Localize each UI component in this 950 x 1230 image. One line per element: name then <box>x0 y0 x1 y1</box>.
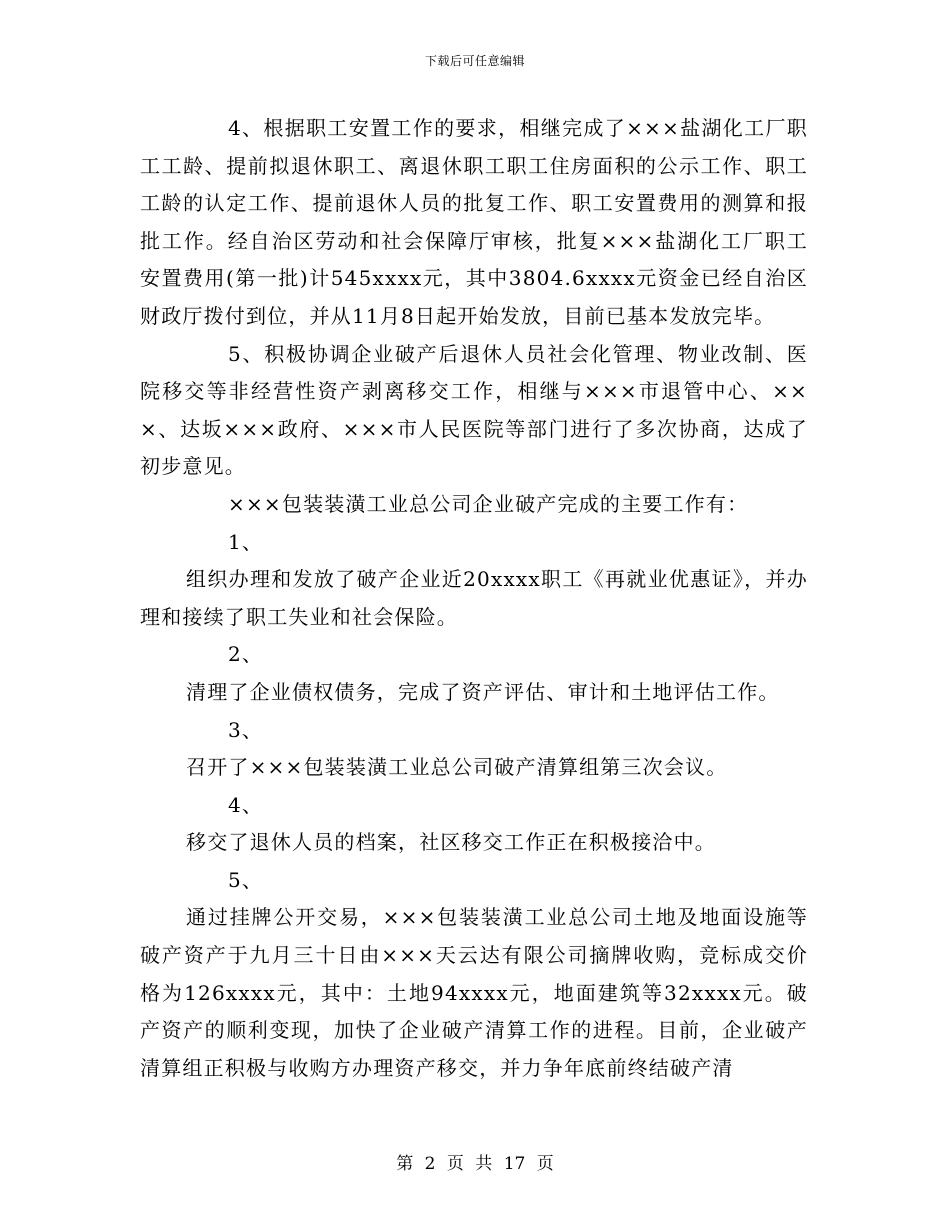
list-item-text: 召开了×××包装装潢工业总公司破产清算组第三次会议。 <box>186 755 728 780</box>
list-number: 3、 <box>228 717 264 742</box>
list-number: 2、 <box>228 642 264 667</box>
list-item-text: 移交了退休人员的档案，社区移交工作正在积极接洽中。 <box>186 830 716 855</box>
list-number: 5、 <box>228 867 264 892</box>
list-item-text: 清理了企业债权债务，完成了资产评估、审计和土地评估工作。 <box>186 679 780 704</box>
paragraph: 5、积极协调企业破产后退休人员社会化管理、物业改制、医院移交等非经营性资产剥离移交工作，相继与×××市退管中心、×××、达坂×××政府、×××市人民医院等部门进行了多次协商，达成了初步意见。 <box>140 341 808 479</box>
paragraph: 4、根据职工安置工作的要求，相继完成了×××盐湖化工厂职工工龄、提前拟退休职工、离退休职工职工住房面积的公示工作、职工工龄的认定工作、提前退休人员的批复工作、职工安置费用的测算和报批工作。经自治区劳动和社会保障厅审核，批复×××盐湖化工厂职工安置费用(第一批)计545xxxx元，其中3804.6xxxx元资金已经自治区财政厅拨付到位，并从11月8日起开始发放，目前已基本发放完毕。 <box>140 116 808 328</box>
list-item-text: 组织办理和发放了破产企业近20xxxx职工《再就业优惠证》，并办理和接续了职工失业和社会保险。 <box>140 567 808 629</box>
document-body <box>140 110 808 1087</box>
list-number: 4、 <box>228 792 264 817</box>
list-item-text: 通过挂牌公开交易，×××包装装潢工业总公司土地及地面设施等破产资产于九月三十日由×××天云达有限公司摘牌收购，竞标成交价格为126xxxx元，其中：土地94xxxx元，地面建筑等32xxxx元。破产资产的顺利变现，加快了企业破产清算工作的进程。目前，企业破产清算组正积极与收购方办理资产移交，并力争年底前终结破产清 <box>140 905 808 1080</box>
list-number: 1、 <box>228 529 264 554</box>
section-heading: ×××包装装潢工业总公司企业破产完成的主要工作有： <box>228 491 749 516</box>
page-header: 下载后可任意编辑 <box>424 54 525 68</box>
page-number: 第 2 页 共 17 页 <box>396 1154 554 1174</box>
